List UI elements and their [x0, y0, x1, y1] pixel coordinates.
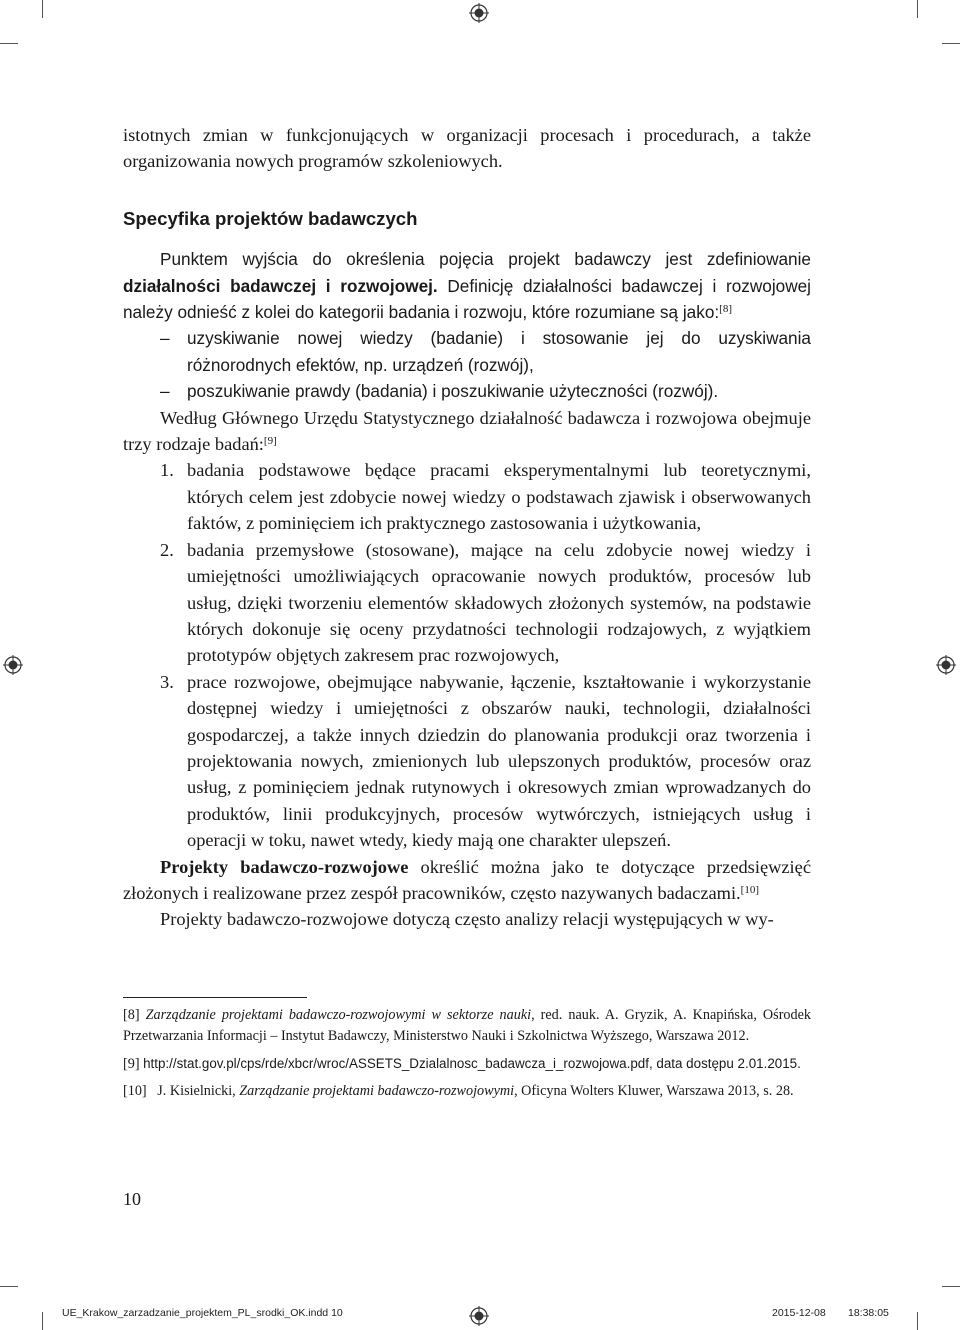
slug-date: 2015-12-08	[772, 1307, 826, 1319]
list-number: 2.	[160, 539, 174, 560]
footnote	[123, 1053, 811, 1075]
footnote-text: J. Kisielnicki,	[157, 1083, 240, 1099]
list-item	[123, 537, 811, 669]
list-number: 1.	[160, 460, 174, 481]
footnote-ref: [8]	[719, 303, 732, 316]
footnote-link[interactable]: http://stat.gov.pl/cps/rde/xbcr/wroc/ASSETS_Dzialalnosc_badawcza_i_rozwojowa.pdf, data dostępu 2.01.2015.	[143, 1056, 801, 1071]
list-item	[123, 457, 811, 536]
crop-mark	[917, 1312, 918, 1330]
registration-mark-icon	[469, 3, 489, 23]
page-body	[123, 122, 811, 933]
paragraph: istotnych zmian w funkcjonujących w organizacji procesach i procedurach, a także organizowania nowych programów szkoleniowych.	[123, 125, 811, 172]
paragraph-text: Według Głównego Urzędu Statystycznego działalność badawcza i rozwojowa obejmuje trzy rodzaje badań:	[123, 407, 811, 455]
footnote-ref: [10]	[740, 883, 759, 896]
footnotes	[123, 1005, 811, 1108]
registration-mark-icon	[936, 655, 956, 675]
paragraph	[123, 246, 811, 325]
footnote-number: [10]	[123, 1083, 147, 1099]
crop-mark	[0, 1286, 18, 1287]
crop-mark	[0, 43, 18, 44]
slug-file: UE_Krakow_zarzadzanie_projektem_PL_srodki_OK.indd 10	[62, 1307, 343, 1319]
paragraph: Projekty badawczo-rozwojowe dotyczą często analizy relacji występujących w wy-	[160, 909, 774, 930]
footnote-number: [9]	[123, 1056, 140, 1072]
footnote-number: [8]	[123, 1007, 140, 1023]
list-item	[123, 378, 811, 404]
paragraph	[123, 405, 811, 458]
footnote-text: , red. nauk. A. Gryzik, A. Knapińska, Ośrodek Przetwarzania Informacji – Instytut Badawczy, Ministerstwo Nauki i Szkolnictwa Wyższego, Warszawa 2012.	[123, 1007, 812, 1044]
paragraph-text: określić można jako te dotyczące przedsięwzięć złożonych i realizowane przez zespół pracowników, często nazywanych badaczami.	[123, 856, 811, 903]
list-item	[123, 325, 811, 378]
section-heading: Specyfika projektów badawczych	[123, 207, 418, 229]
list-item-text: prace rozwojowe, obejmujące nabywanie, łączenie, kształtowanie i wykorzystanie dostępnej wiedzy i umiejętności z obszarów nauki, technologii, działalności gospodarczej, a także innych dziedzin do planowania produkcji oraz tworzenia i projektowania nowych, zmienionych lub ulepszonych produktów, procesów oraz usług, z pominięciem jednak rutynowych i okresowych zmian wprowadzanych do produktów, linii produkcyjnych, procesów wytwórczych, istniejących usług i operacji w toku, nawet wtedy, kiedy mają one charakter ulepszeń.	[187, 671, 811, 851]
paragraph-text: Punktem wyjścia do określenia pojęcia projekt badawczy jest zdefiniowanie	[160, 249, 811, 270]
page-number: 10	[123, 1189, 141, 1209]
crop-mark	[942, 1286, 960, 1287]
footnote	[123, 1081, 811, 1102]
emphasis-text: Projekty badawczo-rozwojowe	[160, 856, 409, 877]
paragraph	[123, 854, 811, 907]
footnote	[123, 1005, 811, 1047]
crop-mark	[942, 43, 960, 44]
list-number: 3.	[160, 671, 174, 692]
footnote-title: Zarządzanie projektami badawczo-rozwojowymi w sektorze nauki	[145, 1007, 532, 1023]
list-item-text: poszukiwanie prawdy (badania) i poszukiwanie użyteczności (rozwój).	[187, 381, 719, 402]
footnote-divider	[123, 997, 307, 998]
dash-bullet: –	[160, 381, 170, 402]
crop-mark	[42, 0, 43, 18]
footnote-title: Zarządzanie projektami badawczo-rozwojowymi	[239, 1083, 515, 1099]
footnote-ref: [9]	[263, 435, 277, 448]
dash-bullet: –	[160, 328, 170, 349]
crop-mark	[42, 1312, 43, 1330]
registration-mark-icon	[469, 1306, 489, 1326]
slug-time: 18:38:05	[848, 1307, 889, 1319]
paragraph-text: Definicję działalności badawczej i rozwojowej należy odnieść z kolei do kategorii badania i rozwoju, które rozumiane są jako:	[123, 275, 812, 323]
emphasis-text: działalności badawczej i rozwojowej.	[123, 275, 438, 296]
registration-mark-icon	[3, 655, 23, 675]
crop-mark	[917, 0, 918, 18]
list-item-text: uzyskiwanie nowej wiedzy (badanie) i stosowanie jej do uzyskiwania różnorodnych efektów, np. urządzeń (rozwój),	[187, 328, 811, 375]
footnote-text: , Oficyna Wolters Kluwer, Warszawa 2013, s. 28.	[514, 1083, 794, 1099]
list-item-text: badania przemysłowe (stosowane), mające na celu zdobycie nowej wiedzy i umiejętności umożliwiających opracowanie nowych produktów, procesów lub usług, dzięki tworzeniu elementów składowych złożonych systemów, na podstawie których dokonuje się oceny przydatności technologii rodzajowych, z wyjątkiem prototypów objętych zakresem prac rozwojowych,	[187, 539, 811, 666]
list-item-text: badania podstawowe będące pracami eksperymentalnymi lub teoretycznymi, których celem jest zdobycie nowej wiedzy o podstawach zjawisk i obserwowanych faktów, z pominięciem ich praktycznego zastosowania i użytkowania,	[187, 460, 811, 534]
list-item	[123, 669, 811, 854]
